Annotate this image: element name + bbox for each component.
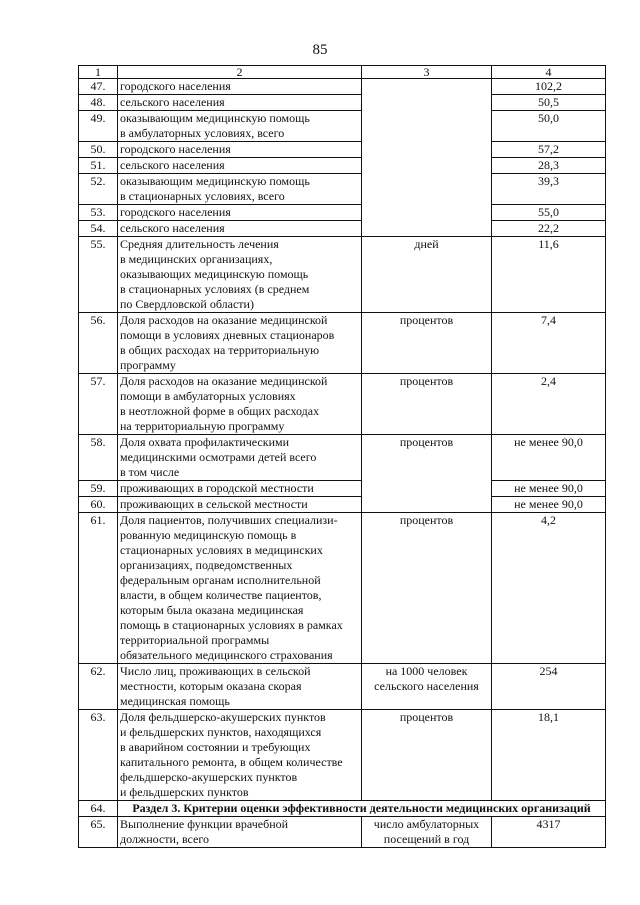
row-number: 56.	[79, 313, 118, 374]
row-number: 59.	[79, 481, 118, 497]
table-row	[79, 435, 606, 481]
column-header: 3	[362, 66, 492, 79]
table-row	[79, 817, 606, 848]
row-number: 61.	[79, 513, 118, 664]
row-value: 4317	[492, 817, 606, 848]
row-number: 52.	[79, 174, 118, 205]
row-number: 62.	[79, 664, 118, 710]
row-unit: процентов	[362, 374, 492, 435]
column-header: 4	[492, 66, 606, 79]
row-value: не менее 90,0	[492, 481, 606, 497]
row-number: 51.	[79, 158, 118, 174]
row-description: проживающих в сельской местности	[118, 497, 362, 513]
row-number: 55.	[79, 237, 118, 313]
table-row	[79, 497, 606, 513]
row-number: 47.	[79, 79, 118, 95]
row-description: Доля фельдшерско-акушерских пунктов и фельдшерских пунктов, находящихся в аварийном состоянии и требующих капитального ремонта, в общем количестве фельдшерско-акушерских пунктов и фельдшерских пунктов	[118, 710, 362, 801]
row-description: Доля пациентов, получивших специализи- рованную медицинскую помощь в стационарных условиях в медицинских организациях, подведомственных федеральным органам исполнительной власти, в общем количестве пациентов, которым была оказана медицинская помощь в стационарных условиях в рамках территориальной программы обязательного медицинского страхования	[118, 513, 362, 664]
row-value: 57,2	[492, 142, 606, 158]
row-number: 63.	[79, 710, 118, 801]
row-value: не менее 90,0	[492, 435, 606, 481]
row-description: Число лиц, проживающих в сельской местности, которым оказана скорая медицинская помощь	[118, 664, 362, 710]
row-description: сельского населения	[118, 95, 362, 111]
row-unit: процентов	[362, 513, 492, 664]
row-number: 57.	[79, 374, 118, 435]
row-value: 55,0	[492, 205, 606, 221]
table-row	[79, 513, 606, 664]
row-description: Доля расходов на оказание медицинской помощи в условиях дневных стационаров в общих расходах на территориальную программу	[118, 313, 362, 374]
row-number: 49.	[79, 111, 118, 142]
row-value: 22,2	[492, 221, 606, 237]
row-value: 50,0	[492, 111, 606, 142]
row-value: 50,5	[492, 95, 606, 111]
row-description: городского населения	[118, 205, 362, 221]
row-description: проживающих в городской местности	[118, 481, 362, 497]
row-number: 64.	[79, 801, 118, 817]
row-value: 4,2	[492, 513, 606, 664]
row-description: Доля охвата профилактическими медицинскими осмотрами детей всего в том числе	[118, 435, 362, 481]
section-row	[79, 801, 606, 817]
row-description: сельского населения	[118, 221, 362, 237]
table-row	[79, 237, 606, 313]
table-row	[79, 374, 606, 435]
row-description: оказывающим медицинскую помощь в стационарных условиях, всего	[118, 174, 362, 205]
column-header: 1	[79, 66, 118, 79]
table-row	[79, 79, 606, 95]
table-row	[79, 481, 606, 497]
table-row	[79, 664, 606, 710]
table-row	[79, 111, 606, 142]
table-row	[79, 313, 606, 374]
row-description: сельского населения	[118, 158, 362, 174]
row-description: Доля расходов на оказание медицинской помощи в амбулаторных условиях в неотложной форме в общих расходах на территориальную программу	[118, 374, 362, 435]
row-value: 7,4	[492, 313, 606, 374]
row-number: 54.	[79, 221, 118, 237]
row-value: 2,4	[492, 374, 606, 435]
table-row	[79, 142, 606, 158]
row-value: 102,2	[492, 79, 606, 95]
row-number: 50.	[79, 142, 118, 158]
table-row	[79, 221, 606, 237]
row-description: Выполнение функции врачебной должности, всего	[118, 817, 362, 848]
criteria-table	[78, 65, 606, 848]
table-row	[79, 710, 606, 801]
row-value: 11,6	[492, 237, 606, 313]
row-number: 65.	[79, 817, 118, 848]
table-row	[79, 95, 606, 111]
table-row	[79, 205, 606, 221]
row-unit: процентов	[362, 435, 492, 513]
row-unit: процентов	[362, 710, 492, 801]
row-unit: на 1000 человек сельского населения	[362, 664, 492, 710]
section-heading: Раздел 3. Критерии оценки эффективности деятельности медицинских организаций	[118, 801, 606, 817]
page-number: 85	[312, 42, 328, 58]
row-unit: дней	[362, 237, 492, 313]
row-value: 39,3	[492, 174, 606, 205]
row-number: 53.	[79, 205, 118, 221]
table-row	[79, 174, 606, 205]
row-value: 18,1	[492, 710, 606, 801]
table-header-row	[79, 66, 606, 79]
table-row	[79, 158, 606, 174]
row-value: 28,3	[492, 158, 606, 174]
row-unit: процентов	[362, 313, 492, 374]
row-number: 58.	[79, 435, 118, 481]
row-unit-empty	[362, 79, 492, 237]
row-number: 48.	[79, 95, 118, 111]
row-value: 254	[492, 664, 606, 710]
row-description: Средняя длительность лечения в медицинских организациях, оказывающих медицинскую помощь в стационарных условиях (в среднем по Свердловской области)	[118, 237, 362, 313]
row-description: городского населения	[118, 79, 362, 95]
row-unit: число амбулаторных посещений в год	[362, 817, 492, 848]
row-description: оказывающим медицинскую помощь в амбулаторных условиях, всего	[118, 111, 362, 142]
column-header: 2	[118, 66, 362, 79]
row-description: городского населения	[118, 142, 362, 158]
row-value: не менее 90,0	[492, 497, 606, 513]
row-number: 60.	[79, 497, 118, 513]
